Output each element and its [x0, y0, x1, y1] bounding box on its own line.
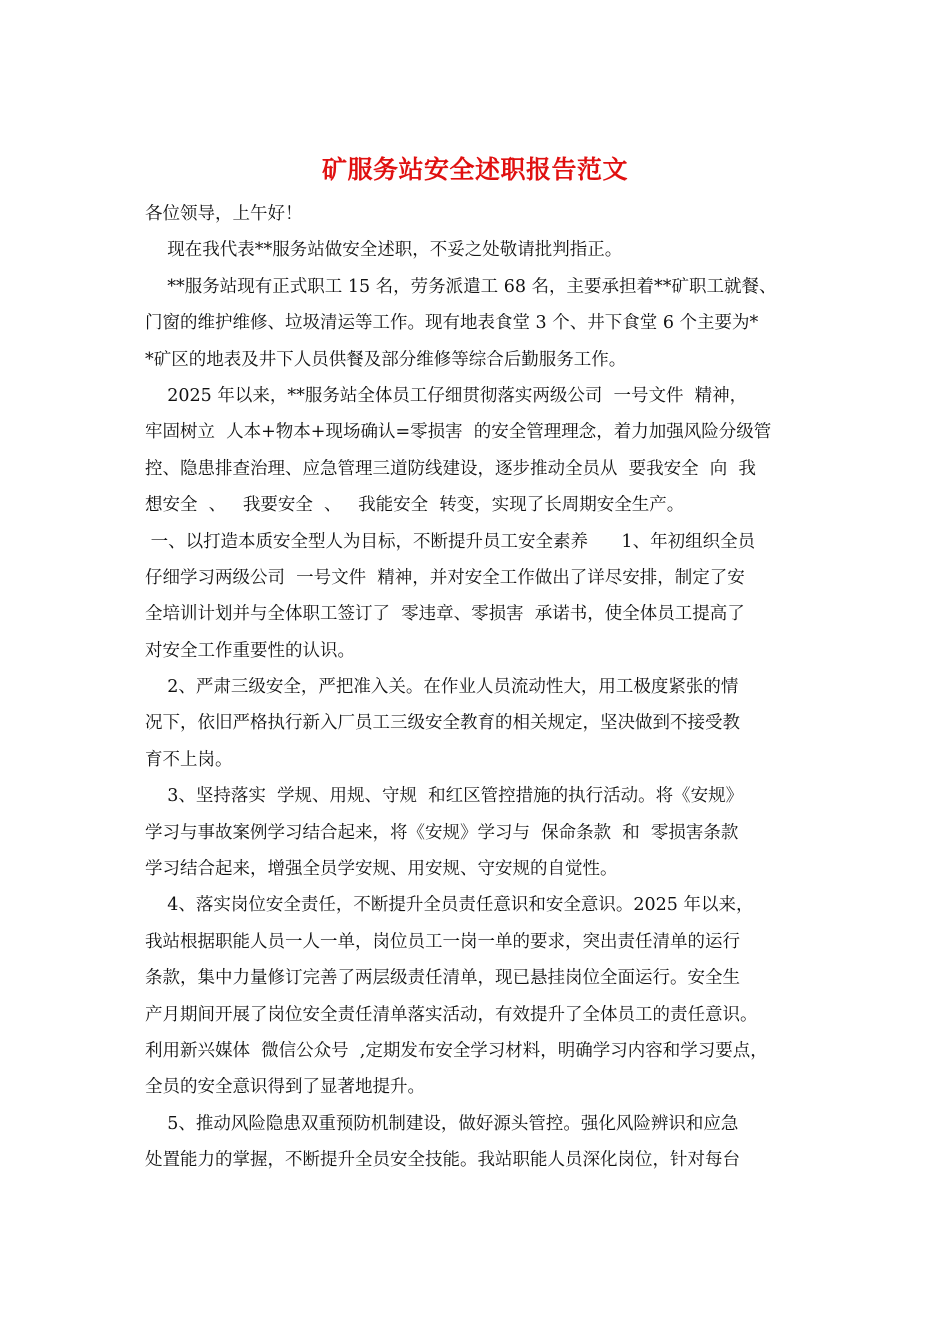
text-line: 门窗的维护维修、垃圾清运等工作。现有地表食堂 3 个、井下食堂 6 个主要为* [145, 313, 759, 334]
text-line: 仔细学习两级公司 一号文件 精神，并对安全工作做出了详尽安排，制定了安 [145, 567, 745, 588]
text-line: 一、以打造本质安全型人为目标，不断提升员工安全素养 1、年初组织全员 [145, 531, 756, 552]
text-line: 牢固树立 人本+物本+现场确认=零损害 的安全管理理念，着力加强风险分级管 [145, 422, 772, 443]
text-line: 育不上岗。 [145, 749, 233, 770]
text-line: 4、落实岗位安全责任，不断提升全员责任意识和安全意识。2025 年以来， [145, 895, 754, 916]
text-line: 学习结合起来，增强全员学安规、用安规、守安规的自觉性。 [145, 859, 618, 880]
text-line: 2、严肃三级安全，严把准入关。在作业人员流动性大，用工极度紧张的情 [145, 677, 739, 698]
text-line: 利用新兴媒体 微信公众号 ,定期发布安全学习材料，明确学习内容和学习要点， [145, 1040, 768, 1061]
text-line: 条款，集中力量修订完善了两层级责任清单，现已悬挂岗位全面运行。安全生 [145, 968, 740, 989]
text-line: 处置能力的掌握，不断提升全员安全技能。我站职能人员深化岗位，针对每台 [145, 1150, 740, 1171]
text-line: **服务站现有正式职工 15 名，劳务派遣工 68 名，主要承担着**矿职工就餐、 [145, 276, 777, 297]
text-line: 全员的安全意识得到了显著地提升。 [145, 1077, 425, 1098]
text-line: 现在我代表**服务站做安全述职，不妥之处敬请批判指正。 [145, 240, 623, 261]
text-line: 3、坚持落实 学规、用规、守规 和红区管控措施的执行活动。将《安规》 [145, 786, 744, 807]
text-line: 学习与事故案例学习结合起来，将《安规》学习与 保命条款 和 零损害条款 [145, 822, 739, 843]
text-line: 对安全工作重要性的认识。 [145, 640, 355, 661]
text-line: 产月期间开展了岗位安全责任清单落实活动，有效提升了全体员工的责任意识。 [145, 1004, 758, 1025]
text-line: 全培训计划并与全体职工签订了 零违章、零损害 承诺书，使全体员工提高了 [145, 604, 745, 625]
text-line: 各位领导，上午好！ [145, 204, 303, 224]
text-line: 想安全 、 我要安全 、 我能安全 转变，实现了长周期安全生产。 [145, 495, 685, 516]
document-title: 矿服务站安全述职报告范文 [321, 155, 628, 184]
text-line: 我站根据职能人员一人一单，岗位员工一岗一单的要求，突出责任清单的运行 [145, 931, 740, 952]
text-line: 2025 年以来，**服务站全体员工仔细贯彻落实两级公司 一号文件 精神， [145, 385, 748, 406]
text-line: 5、推动风险隐患双重预防机制建设，做好源头管控。强化风险辨识和应急 [145, 1113, 739, 1134]
text-line: 况下，依旧严格执行新入厂员工三级安全教育的相关规定，坚决做到不接受教 [145, 713, 740, 734]
text-line: 控、隐患排查治理、应急管理三道防线建设，逐步推动全员从 要我安全 向 我 [145, 458, 756, 479]
text-line: *矿区的地表及井下人员供餐及部分维修等综合后勤服务工作。 [145, 349, 627, 370]
document-body [145, 196, 825, 1179]
